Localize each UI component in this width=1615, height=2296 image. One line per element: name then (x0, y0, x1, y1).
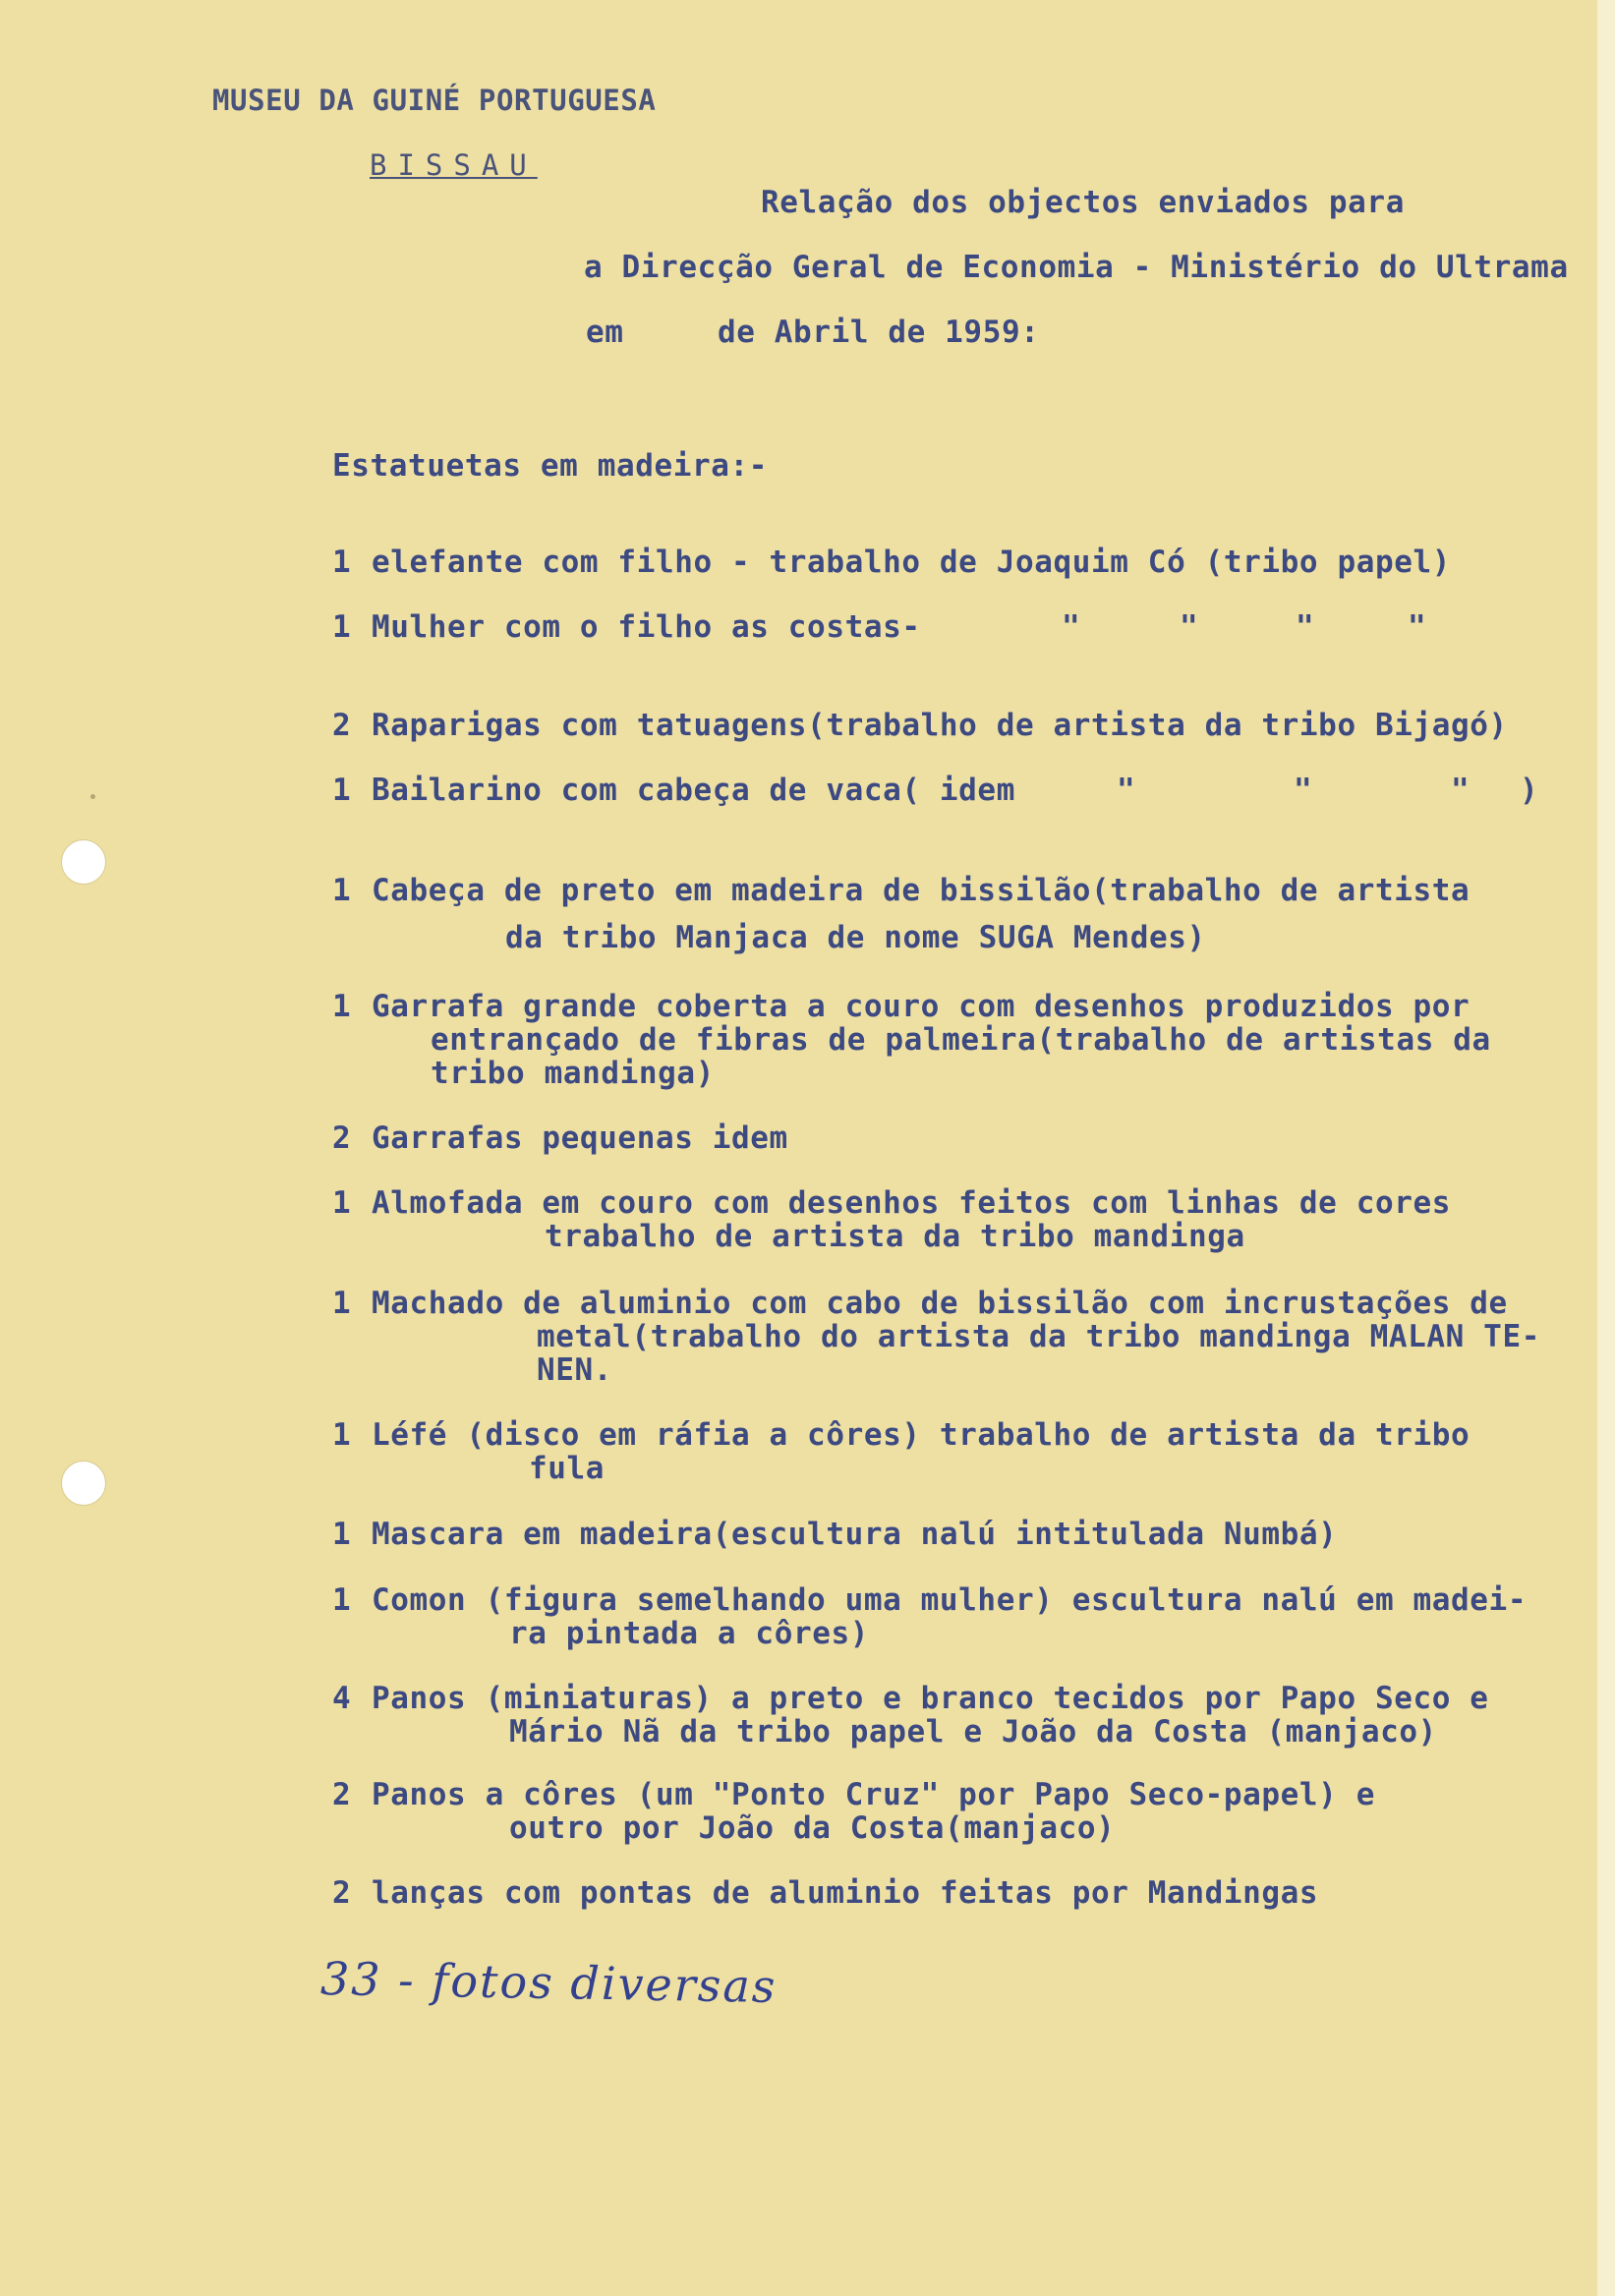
item-description: Bailarino com cabeça de vaca( idem (372, 773, 1015, 808)
item-description-continued: trabalho de artista da tribo mandinga (545, 1219, 1245, 1254)
item-description-continued: Mário Nã da tribo papel e João da Costa (manjaco) (509, 1714, 1437, 1750)
item-quantity: 1 (332, 1417, 352, 1453)
item-description: Panos (miniaturas) a preto e branco tecidos por Papo Seco e (372, 1681, 1489, 1716)
item-description-continued: fula (529, 1451, 606, 1486)
item-quantity: 1 (332, 1517, 352, 1552)
item-description-continued: entrançado de fibras de palmeira(trabalho de artistas da (431, 1022, 1491, 1058)
item-quantity: 1 (332, 873, 352, 908)
item-quantity: 2 (332, 1120, 352, 1156)
ditto-mark: " (1296, 609, 1315, 645)
item-description: Cabeça de preto em madeira de bissilão(trabalho de artista (372, 873, 1471, 908)
item-description: Raparigas com tatuagens(trabalho de artista da tribo Bijagó) (372, 708, 1508, 743)
item-quantity: 1 (332, 545, 352, 580)
ditto-mark: " (1117, 773, 1136, 808)
ditto-mark: ) (1520, 773, 1539, 808)
museum-name: MUSEU DA GUINÉ PORTUGUESA (212, 84, 657, 117)
item-description-continued: outro por João da Costa(manjaco) (509, 1810, 1116, 1846)
item-description: lanças com pontas de aluminio feitas por Mandingas (372, 1875, 1319, 1911)
item-description-continued: da tribo Manjaca de nome SUGA Mendes) (505, 920, 1206, 955)
item-quantity: 1 (332, 773, 352, 808)
item-description: Mascara em madeira(escultura nalú intitulada Numbá) (372, 1517, 1338, 1552)
item-description: Léfé (disco em ráfia a côres) trabalho de artista da tribo (372, 1417, 1471, 1453)
item-description-continued: tribo mandinga) (431, 1056, 715, 1091)
ditto-mark: " (1062, 609, 1081, 645)
title-line-2: a Direcção Geral de Economia - Ministério do Ultrama (584, 250, 1569, 285)
item-description: Garrafa grande coberta a couro com desenhos produzidos por (372, 989, 1471, 1024)
item-description: Machado de aluminio com cabo de bissilão com incrustações de (372, 1286, 1508, 1321)
item-quantity: 1 (332, 1286, 352, 1321)
title-line-1: Relação dos objectos enviados para (761, 185, 1405, 220)
date-text: de Abril de 1959: (718, 315, 1040, 350)
item-description: Mulher com o filho as costas- (372, 609, 921, 645)
item-description-continued: metal(trabalho do artista da tribo mandinga MALAN TE- (537, 1319, 1540, 1354)
item-description-continued: ra pintada a côres) (509, 1616, 870, 1651)
punch-hole-bottom (61, 1461, 106, 1506)
item-quantity: 2 (332, 1875, 352, 1911)
item-quantity: 2 (332, 708, 352, 743)
item-quantity: 4 (332, 1681, 352, 1716)
ditto-mark: " (1451, 773, 1471, 808)
item-quantity: 1 (332, 609, 352, 645)
item-description: Comon (figura semelhando uma mulher) escultura nalú em madei- (372, 1582, 1528, 1618)
item-description-continued: NEN. (537, 1352, 613, 1388)
item-description: Almofada em couro com desenhos feitos com linhas de cores (372, 1185, 1452, 1221)
date-prefix: em (586, 315, 624, 350)
item-quantity: 1 (332, 1185, 352, 1221)
punch-hole-top (61, 839, 106, 885)
section-heading: Estatuetas em madeira:- (332, 448, 769, 484)
city-name: BISSAU (370, 148, 538, 182)
ditto-mark: " (1180, 609, 1199, 645)
paper-speck (90, 794, 95, 799)
item-quantity: 1 (332, 1582, 352, 1618)
page-edge (1597, 0, 1615, 2296)
item-description: elefante com filho - trabalho de Joaquim Có (tribo papel) (372, 545, 1452, 580)
ditto-mark: " (1294, 773, 1313, 808)
item-description: Panos a côres (um "Ponto Cruz" por Papo Seco-papel) e (372, 1777, 1375, 1812)
handwritten-note: 33 - fotos diversas (319, 1951, 778, 2014)
ditto-mark: " (1408, 609, 1427, 645)
item-description: Garrafas pequenas idem (372, 1120, 788, 1156)
item-quantity: 1 (332, 989, 352, 1024)
item-quantity: 2 (332, 1777, 352, 1812)
